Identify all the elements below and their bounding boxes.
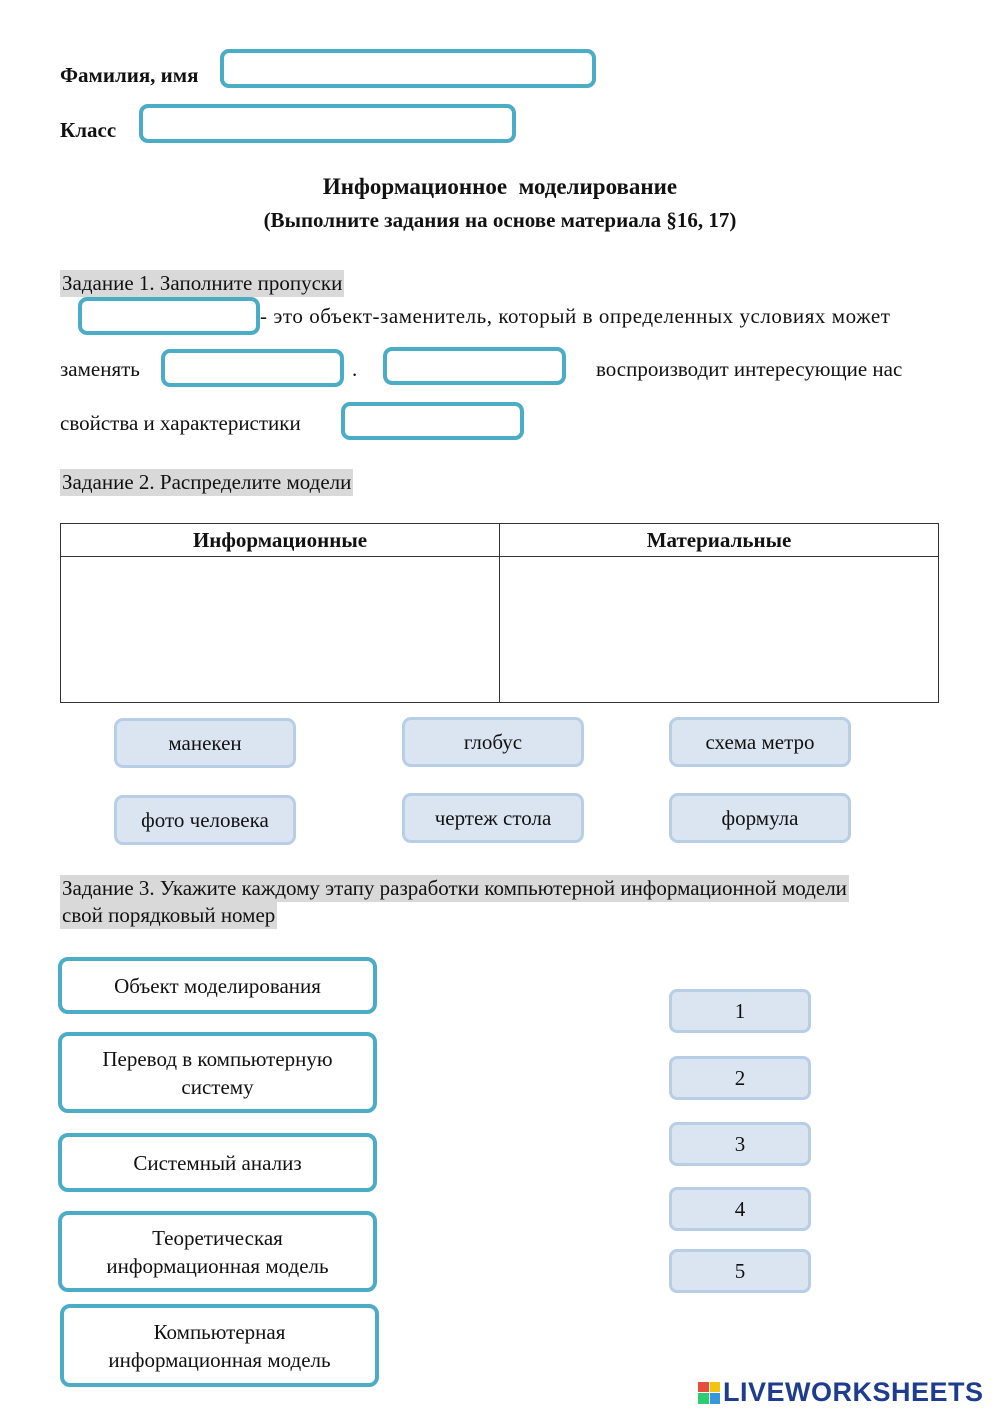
chip-formula[interactable]: формула: [669, 793, 851, 843]
step-text-line: систему: [181, 1074, 254, 1099]
step-card[interactable]: [58, 1032, 377, 1113]
task1-text-3: .: [352, 357, 358, 381]
number-slot-3[interactable]: 3: [669, 1122, 811, 1166]
number-slot-2[interactable]: 2: [669, 1056, 811, 1100]
step-card[interactable]: [58, 1133, 377, 1192]
step-card[interactable]: [58, 957, 377, 1014]
chip-table-drawing[interactable]: чертеж стола: [402, 793, 584, 843]
task3-heading-line1: Задание 3. Укажите каждому этапу разработки компьютерной информационной модели: [62, 876, 847, 900]
step-card[interactable]: [58, 1211, 377, 1292]
models-table: [60, 523, 939, 703]
page-subtitle: (Выполните задания на основе материала §16, 17): [263, 208, 737, 232]
task1-text-5: свойства и характеристики: [60, 411, 301, 435]
task1-heading: Задание 1. Заполните пропуски: [62, 271, 343, 295]
class-input[interactable]: [139, 104, 516, 143]
task3-heading-line2: свой порядковый номер: [62, 903, 276, 927]
step-text-line: информационная модель: [106, 1253, 329, 1278]
drop-zone-material[interactable]: [500, 557, 939, 703]
column-header-informational: Информационные: [61, 524, 500, 557]
step-text-line: Теоретическая: [152, 1225, 283, 1250]
task1-text-1: - это объект-заменитель, который в определенных условиях может: [260, 304, 891, 328]
blank-4-input[interactable]: [341, 402, 524, 440]
drop-zone-informational[interactable]: [61, 557, 500, 703]
step-text-line: Объект моделирования: [114, 973, 321, 998]
blank-2-input[interactable]: [161, 349, 344, 387]
name-label: Фамилия, имя: [60, 63, 199, 87]
step-text-line: Системный анализ: [133, 1150, 302, 1175]
column-header-material: Материальные: [500, 524, 939, 557]
task2-heading: Задание 2. Распределите модели: [62, 470, 352, 494]
blank-1-input[interactable]: [78, 297, 260, 335]
chip-metro-map[interactable]: схема метро: [669, 717, 851, 767]
chip-globus[interactable]: глобус: [402, 717, 584, 767]
step-text-line: Компьютерная: [153, 1319, 286, 1344]
number-slot-5[interactable]: 5: [669, 1249, 811, 1293]
step-card[interactable]: [60, 1304, 379, 1387]
page-title: Информационное моделирование: [322, 174, 678, 199]
logo-mark-icon: [698, 1382, 720, 1404]
task1-text-2: заменять: [60, 357, 140, 381]
step-text-line: информационная модель: [108, 1347, 331, 1372]
class-label: Класс: [60, 118, 117, 142]
number-slot-4[interactable]: 4: [669, 1187, 811, 1231]
number-slot-1[interactable]: 1: [669, 989, 811, 1033]
step-text-line: Перевод в компьютерную: [102, 1046, 333, 1071]
chip-photo[interactable]: фото человека: [114, 795, 296, 845]
name-input[interactable]: [220, 49, 596, 88]
chip-maneken[interactable]: манекен: [114, 718, 296, 768]
task1-text-4: воспроизводит интересующие нас: [596, 357, 903, 381]
blank-3-input[interactable]: [383, 347, 566, 385]
logo-text: LIVEWORKSHEETS: [723, 1377, 984, 1407]
liveworksheets-logo: [698, 1377, 984, 1408]
